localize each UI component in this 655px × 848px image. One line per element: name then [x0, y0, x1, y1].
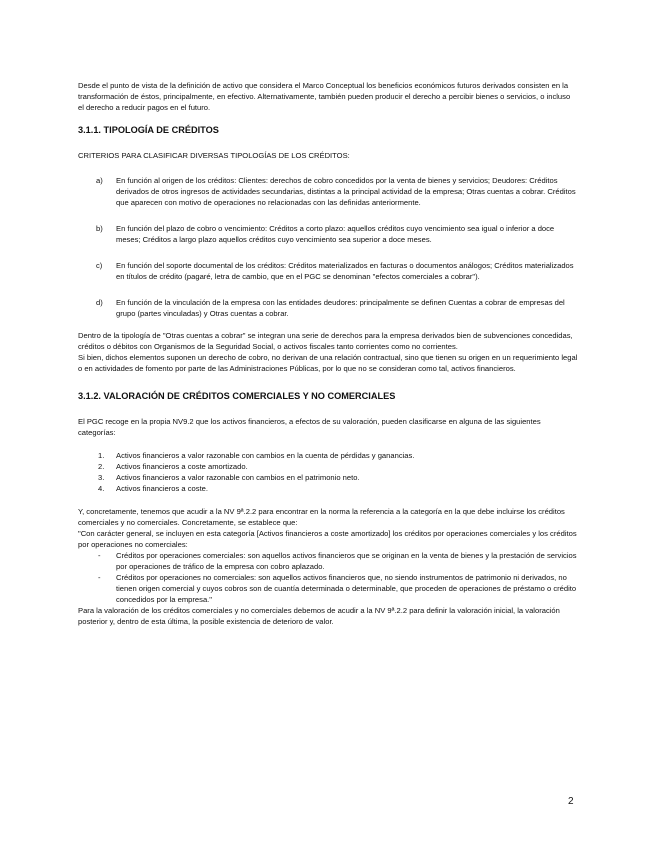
list-marker: -: [98, 551, 101, 560]
list-item: [78, 260, 578, 282]
list-item-text: Activos financieros a coste amortizado.: [116, 462, 248, 471]
list-item-text: Activos financieros a valor razonable con cambios en el patrimonio neto.: [116, 473, 360, 482]
intro-paragraph: Desde el punto de vista de la definición de activo que considera el Marco Conceptual los beneficios económicos futuros derivados consisten en la transformación de éstos, principalmente, en efectivo. Alternativamente, también pueden producir el derecho a percibir bienes o servicios, o incluso el derecho a reducir pagos en el futuro.: [78, 81, 571, 112]
criteria-list: [78, 175, 578, 319]
section-heading-valoracion: 3.1.2. VALORACIÓN DE CRÉDITOS COMERCIALES Y NO COMERCIALES: [78, 391, 396, 401]
credit-types-list: [78, 550, 578, 605]
list-item: [78, 483, 578, 494]
list-item-text: En función del plazo de cobro o vencimiento: Créditos a corto plazo: aquellos créditos cuyo vencimiento sea igual o inferior a doce meses; Créditos a largo plazo aquellos créditos cuyo vencimiento sea superior a doce meses.: [116, 224, 555, 244]
norma-paragraph: Y, concretamente, tenemos que acudir a la NV 9ª.2.2 para encontrar en la norma la referencia a la categoría en la que debe incluirse los créditos comerciales y no comerciales. Concretamente, se establece que:: [78, 507, 565, 527]
otras-cuentas-paragraph: Dentro de la tipología de "Otras cuentas a cobrar" se integran una serie de derechos para la empresa derivados bien de subvenciones concedidas, créditos o débitos con Organismos de la Seguridad Social, o activos fiscales tanto corrientes como no corrientes.: [78, 331, 573, 351]
list-item-text: En función de la vinculación de la empresa con las entidades deudores: principalmente se definen Cuentas a cobrar de empresas del grupo (partes vinculadas) y Otras cuentas a cobrar.: [116, 298, 565, 318]
list-marker: 2.: [98, 462, 105, 471]
list-marker: b): [96, 224, 103, 233]
list-item-text: Activos financieros a coste.: [116, 484, 209, 493]
list-item: [78, 461, 578, 472]
valoracion-paragraph: Para la valoración de los créditos comerciales y no comerciales debemos de acudir a la NV 9ª.2.2 para definir la valoración inicial, la valoración posterior y, dentro de esta última, la posible existencia de deterioro de valor.: [78, 606, 560, 626]
page-number: 2: [568, 796, 574, 807]
list-item: [78, 572, 578, 605]
quote-paragraph: "Con carácter general, se incluyen en esta categoría [Activos financieros a coste amortizado] los créditos por operaciones comerciales y los créditos por operaciones no comerciales:: [78, 529, 577, 549]
list-item: [78, 472, 578, 483]
criteria-label: CRITERIOS PARA CLASIFICAR DIVERSAS TIPOLOGÍAS DE LOS CRÉDITOS:: [78, 151, 350, 160]
list-item-text: En función del soporte documental de los créditos: Créditos materializados en facturas o documentos análogos; Créditos materializados en títulos de crédito (pagaré, letra de cambio, que en el PGC se denominan "efectos comerciales a cobrar").: [116, 261, 574, 281]
list-item-text: En función al origen de los créditos: Clientes: derechos de cobro concedidos por la venta de bienes y servicios; Deudores: Créditos derivados de otros ingresos de actividades secundarias, distintas a la principal actividad de la empresa; Otras cuentas a cobrar. Créditos que aparecen con motivo de operaciones no relacionadas con las definidas anteriormente.: [116, 176, 576, 207]
list-marker: c): [96, 261, 103, 270]
categories-intro: El PGC recoge en la propia NV9.2 que los activos financieros, a efectos de su valoración, pueden clasificarse en alguna de las siguientes categorías:: [78, 417, 541, 437]
list-marker: a): [96, 176, 103, 185]
list-item-text: Créditos por operaciones no comerciales: son aquellos activos financieros que, no siendo instrumentos de patrimonio ni derivados, no tienen origen comercial y cuyos cobros son de cuantía determinada o determinable, que proceden de operaciones de préstamo o crédito concedidos por la empresa.": [116, 573, 577, 604]
list-item-text: Créditos por operaciones comerciales: son aquellos activos financieros que se originan en la venta de bienes y la prestación de servicios por operaciones de tráfico de la empresa con cobro aplazado.: [116, 551, 577, 571]
section-heading-tipologia: 3.1.1. TIPOLOGÍA DE CRÉDITOS: [78, 125, 219, 135]
list-marker: -: [98, 573, 101, 582]
list-item-text: Activos financieros a valor razonable con cambios en la cuenta de pérdidas y ganancias.: [116, 451, 415, 460]
derecho-cobro-paragraph: Si bien, dichos elementos suponen un derecho de cobro, no derivan de una relación contractual, sino que tienen su origen en un requerimiento legal o en actividades de fomento por parte de las Administraciones Públicas, por lo que no se consideran como tal, activos financieros.: [78, 353, 578, 373]
list-item: [78, 297, 578, 319]
list-item: [78, 223, 578, 245]
list-marker: 3.: [98, 473, 105, 482]
list-marker: d): [96, 298, 103, 307]
list-marker: 4.: [98, 484, 105, 493]
list-marker: 1.: [98, 451, 105, 460]
list-item: [78, 450, 578, 461]
list-item: [78, 550, 578, 572]
categories-list: [78, 450, 578, 494]
document-page: [78, 80, 578, 627]
list-item: [78, 175, 578, 208]
